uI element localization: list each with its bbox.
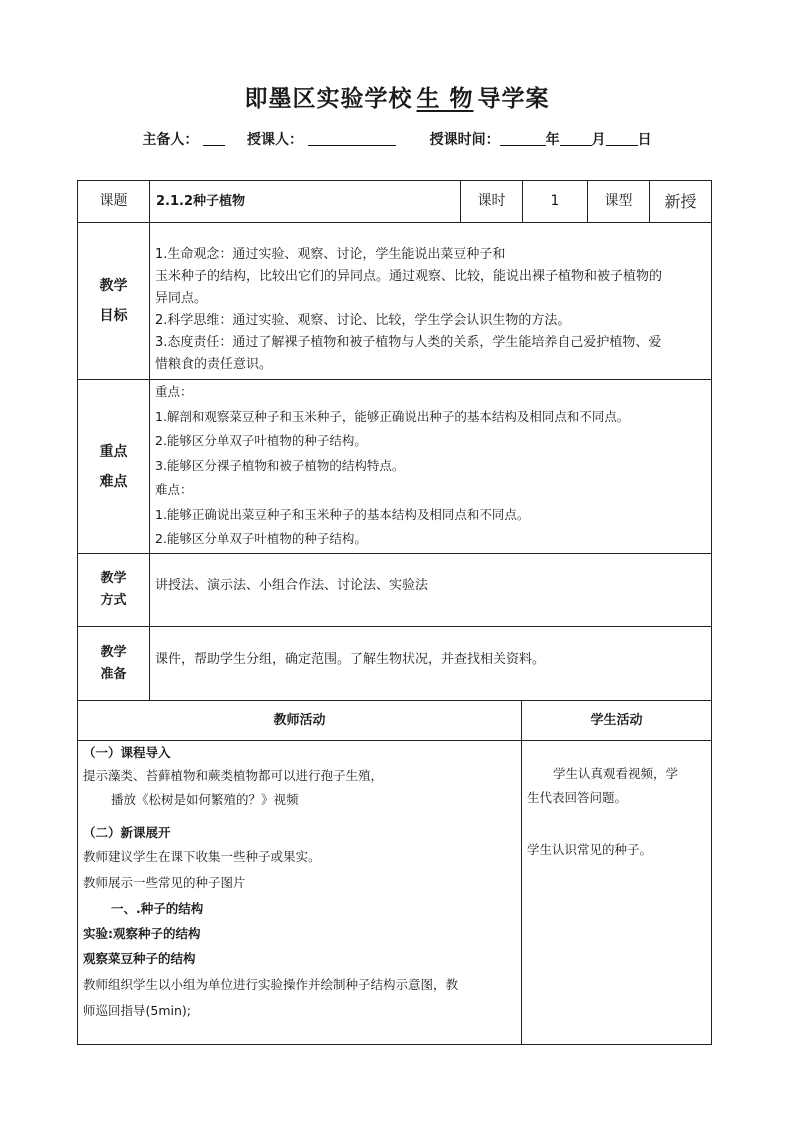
student-line: 学生认识常见的种子。 [527, 842, 653, 857]
student-activity-content [527, 762, 707, 862]
section-new-lesson-heading: （二）新课展开 [83, 825, 171, 840]
section-intro-heading: （一）课程导入 [83, 745, 171, 760]
topic-label: 课题 [99, 193, 128, 210]
teacher-activity-header: 教师活动 [273, 712, 326, 728]
teacher-label: 授课人： [247, 132, 303, 148]
keypoint-line: 1.解剖和观察菜豆种子和玉米种子，能够正确说出种子的基本结构及相同点和不同点。 [155, 408, 630, 424]
keypoints-label-line2: 难点 [99, 473, 128, 490]
title-school: 即墨区实验学校 [244, 86, 413, 112]
year-label: 年 [545, 132, 560, 148]
day-blank [606, 131, 638, 146]
methods-label-line2: 方式 [100, 593, 127, 608]
keypoint-line: 3.能够区分裸子植物和被子植物的结构特点。 [155, 457, 405, 473]
objectives-label-line2: 目标 [99, 308, 128, 324]
lead-blank [203, 131, 225, 146]
methods-text: 讲授法、演示法、小组合作法、讨论法、实验法 [155, 578, 429, 593]
keypoint-line: 重点： [155, 384, 193, 399]
col-divider [149, 180, 150, 700]
teacher-line: 师巡回指导(5min); [83, 1003, 191, 1018]
hours-label: 课时 [477, 193, 506, 210]
objective-line: 1.生命观念：通过实验、观察、讨论，学生能说出菜豆种子和 [155, 247, 506, 262]
keypoints-label-line1: 重点 [99, 443, 128, 460]
row-divider [77, 553, 712, 554]
preparation-label-line1: 教学 [100, 644, 127, 660]
objective-line: 玉米种子的结构，比较出它们的异同点。通过观察、比较，能说出裸子植物和被子植物的 [155, 269, 663, 284]
keypoint-line: 难点： [155, 482, 193, 497]
title-subject: 生 物 [416, 86, 474, 112]
seed-structure-heading: 一、.种子的结构 [111, 901, 204, 916]
row-divider [77, 222, 712, 223]
row-divider [77, 626, 712, 627]
experiment-heading: 实验:观察种子的结构 [83, 926, 201, 941]
day-label: 日 [637, 132, 652, 148]
type-label: 课型 [604, 193, 633, 210]
keypoint-line: 2.能够区分单双子叶植物的种子结构。 [155, 433, 367, 448]
objective-line: 异同点。 [155, 291, 208, 306]
objectives-content [155, 244, 707, 376]
objectives-label [78, 223, 149, 379]
keypoint-line: 1.能够正确说出菜豆种子和玉米种子的基本结构及相同点和不同点。 [155, 506, 530, 522]
methods-label-line1: 教学 [100, 571, 127, 586]
page-title [0, 80, 794, 113]
preparation-text: 课件，帮助学生分组，确定范围。了解生物状况，并查找相关资料。 [155, 652, 546, 667]
teacher-blank [308, 131, 396, 146]
keypoint-line: 2.能够区分单双子叶植物的种子结构。 [155, 531, 367, 546]
lead-label: 主备人： [142, 132, 199, 148]
student-line: 学生认真观看视频，学 [553, 766, 679, 781]
hours-value: 1 [550, 193, 560, 210]
teacher-activity-content [83, 742, 517, 1024]
preparation-label-line2: 准备 [100, 666, 127, 682]
meta-line [0, 129, 794, 149]
row-divider [77, 740, 712, 741]
teacher-line: 教师展示一些常见的种子图片 [83, 875, 246, 890]
topic-value: 2.1.2种子植物 [156, 193, 246, 209]
teacher-line: 教师建议学生在课下收集一些种子或果实。 [83, 849, 321, 864]
teacher-line: 播放《松树是如何繁殖的？》视频 [111, 792, 299, 807]
keypoints-label [78, 380, 149, 553]
type-value: 新授 [664, 191, 697, 211]
student-activity-header: 学生活动 [590, 712, 643, 728]
year-blank [500, 131, 546, 146]
col-divider [521, 700, 522, 1045]
teacher-line: 提示藻类、苔藓植物和蕨类植物都可以进行孢子生殖， [83, 768, 384, 783]
objective-line: 惜粮食的责任意识。 [155, 357, 273, 372]
methods-label [78, 554, 149, 626]
time-label: 授课时间： [429, 132, 500, 148]
teacher-line: 教师组织学生以小组为单位进行实验操作并绘制种子结构示意图，教 [83, 977, 459, 992]
title-suffix: 导学案 [477, 86, 550, 112]
keypoints-content [155, 380, 707, 552]
objectives-label-line1: 教学 [99, 278, 128, 294]
month-label: 月 [591, 132, 606, 148]
observe-bean-heading: 观察菜豆种子的结构 [83, 951, 196, 966]
objective-line: 3.态度责任：通过了解裸子植物和被子植物与人类的关系，学生能培养自己爱护植物、爱 [155, 335, 662, 350]
student-line: 生代表回答问题。 [527, 790, 628, 805]
objective-line: 2.科学思维：通过实验、观察、讨论、比较，学生学会认识生物的方法。 [155, 313, 571, 328]
preparation-label [78, 627, 149, 700]
month-blank [560, 131, 592, 146]
